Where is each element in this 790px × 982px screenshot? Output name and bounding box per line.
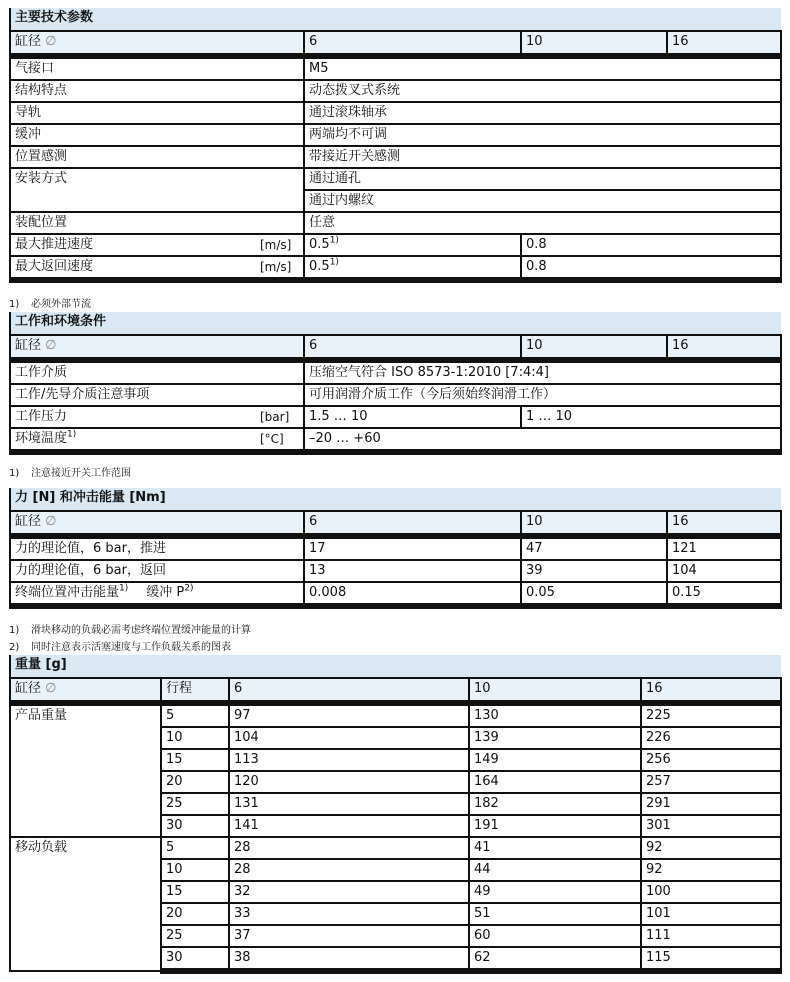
weight-cell — [229, 793, 469, 815]
row-label-text: 终端位置冲击能量 — [15, 585, 120, 600]
cell-text: 97 — [234, 708, 251, 723]
cell-text: 191 — [474, 818, 499, 833]
group-label — [10, 837, 161, 971]
bore-value: 10 — [526, 514, 543, 529]
value-text: 压缩空气符合 ISO 8573-1:2010 [7:4:4] — [309, 365, 549, 380]
weight-cell — [641, 749, 781, 771]
row-label — [10, 168, 256, 212]
unit-text: [bar] — [260, 410, 290, 424]
cell-text: 28 — [234, 862, 251, 877]
value-text: 39 — [526, 563, 543, 578]
unit-cell — [256, 124, 304, 146]
value-cell — [304, 102, 781, 124]
value-text: 通过内螺纹 — [309, 193, 375, 208]
cell-text: 225 — [646, 708, 671, 723]
weight-cell — [469, 771, 641, 793]
footnote-number: 1) — [9, 625, 20, 636]
unit-cell — [256, 80, 304, 102]
bore-value: 6 — [309, 338, 318, 353]
weight-cell — [641, 859, 781, 881]
unit-cell — [256, 212, 304, 234]
weight-cell — [641, 947, 781, 971]
footnote-text: 注意接近开关工作范围 — [31, 468, 131, 479]
footnote-text: 滑块移动的负载必需考虑终端位置缓冲能量的计算 — [31, 625, 251, 636]
bore-label: 缸径 — [15, 338, 42, 353]
stroke-cell — [161, 837, 229, 859]
cell-text: 5 — [166, 708, 175, 723]
table-title-text: 重量 [g] — [15, 657, 67, 672]
value-cell — [304, 234, 521, 256]
weight-cell — [641, 925, 781, 947]
cell-text: 10 — [166, 862, 183, 877]
weight-cell — [229, 947, 469, 971]
row-label-text: 结构特点 — [15, 83, 68, 98]
row-label — [10, 146, 256, 168]
bore-label: 缸径 — [15, 514, 42, 529]
weight-cell — [469, 859, 641, 881]
header-row — [10, 678, 781, 703]
table-row — [10, 582, 781, 606]
stroke-cell — [161, 903, 229, 925]
cell-text: 37 — [234, 928, 251, 943]
value-text: 1.5 … 10 — [309, 409, 368, 424]
cell-text: 28 — [234, 840, 251, 855]
bore-header-16 — [667, 31, 781, 56]
table1-table — [9, 8, 782, 283]
table-row — [10, 536, 781, 560]
value-cell — [304, 124, 781, 146]
weight-cell — [641, 703, 781, 727]
value-cell — [521, 406, 781, 428]
stroke-header — [161, 678, 229, 703]
cell-text: 104 — [234, 730, 259, 745]
cell-text: 62 — [474, 950, 491, 965]
footnote-number: 1) — [9, 468, 20, 479]
weight-cell — [641, 881, 781, 903]
cell-text: 182 — [474, 796, 499, 811]
row-label-text: 安装方式 — [15, 171, 68, 186]
bore-label-cell — [10, 31, 304, 56]
footnote-ref: 2) — [184, 583, 194, 594]
bore-label: 缸径 — [15, 34, 42, 49]
bore-header-6 — [304, 511, 521, 536]
cell-text: 10 — [166, 730, 183, 745]
row-label-text: 环境温度 — [15, 431, 68, 446]
bore-value: 10 — [474, 681, 491, 696]
row-label — [10, 256, 256, 280]
header-row — [10, 335, 781, 360]
bore-header-6 — [304, 31, 521, 56]
table-row — [10, 212, 781, 234]
cell-text: 257 — [646, 774, 671, 789]
unit-cell — [256, 536, 304, 560]
table-row — [10, 360, 781, 384]
cell-text: 20 — [166, 774, 183, 789]
unit-cell — [256, 360, 304, 384]
cell-text: 101 — [646, 906, 671, 921]
value-text: 通过滚珠轴承 — [309, 105, 388, 120]
value-text: 0.05 — [526, 585, 555, 600]
row-label-text: 工作/先导介质注意事项 — [15, 387, 150, 402]
value-cell — [667, 536, 781, 560]
footnote — [9, 295, 91, 310]
unit-text: [m/s] — [260, 238, 292, 252]
cell-text: 44 — [474, 862, 491, 877]
group-label — [10, 703, 161, 837]
value-cell — [304, 80, 781, 102]
unit-cell — [256, 234, 304, 256]
table-row — [10, 560, 781, 582]
table-row — [10, 703, 781, 727]
row-label-extra — [146, 585, 193, 600]
footnote-ref: 1) — [329, 257, 339, 268]
row-label — [10, 360, 256, 384]
value-cell — [304, 384, 781, 406]
value-cell — [304, 168, 781, 190]
stroke-cell — [161, 749, 229, 771]
cell-text: 49 — [474, 884, 491, 899]
cell-text: 32 — [234, 884, 251, 899]
row-label-text: 缓冲 — [15, 127, 42, 142]
row-label-extra-text: 缓冲 P — [146, 585, 185, 600]
value-cell — [304, 560, 521, 582]
weight-cell — [229, 881, 469, 903]
bore-header-10 — [521, 31, 667, 56]
stroke-cell — [161, 703, 229, 727]
footnote — [9, 464, 131, 479]
bore-header-16 — [641, 678, 781, 703]
bore-header-16 — [667, 335, 781, 360]
weight-cell — [229, 771, 469, 793]
value-cell — [304, 190, 781, 212]
footnote-number: 2) — [9, 642, 20, 653]
value-cell — [667, 560, 781, 582]
cell-text: 41 — [474, 840, 491, 855]
unit-text: [m/s] — [260, 260, 292, 274]
diameter-symbol: ∅ — [45, 338, 57, 353]
value-cell — [304, 212, 781, 234]
cell-text: 256 — [646, 752, 671, 767]
weight-cell — [229, 815, 469, 837]
unit-cell — [256, 560, 304, 582]
row-label — [10, 428, 256, 452]
bore-header-10 — [521, 335, 667, 360]
row-label — [10, 560, 256, 582]
value-cell — [304, 256, 521, 280]
unit-cell — [256, 384, 304, 406]
cell-text: 60 — [474, 928, 491, 943]
value-text: 13 — [309, 563, 326, 578]
stroke-cell — [161, 727, 229, 749]
value-text: 0.5 — [309, 259, 330, 274]
table-row — [10, 124, 781, 146]
cell-text: 113 — [234, 752, 259, 767]
cell-text: 149 — [474, 752, 499, 767]
table2-table — [9, 312, 782, 455]
footnote-ref: 1) — [67, 429, 77, 440]
table-title-row — [10, 8, 781, 31]
table-title-row — [10, 655, 781, 678]
stroke-cell — [161, 771, 229, 793]
cell-text: 92 — [646, 840, 663, 855]
row-label — [10, 212, 256, 234]
stroke-cell — [161, 925, 229, 947]
bore-value: 10 — [526, 34, 543, 49]
bore-header-10 — [469, 678, 641, 703]
bore-header-6 — [229, 678, 469, 703]
bore-label: 缸径 — [15, 681, 42, 696]
weight-cell — [229, 703, 469, 727]
bore-label-cell — [10, 678, 161, 703]
row-label — [10, 102, 256, 124]
value-text: 17 — [309, 541, 326, 556]
bore-label-cell — [10, 335, 304, 360]
bore-value: 16 — [672, 338, 689, 353]
row-label — [10, 56, 256, 80]
value-cell — [521, 234, 781, 256]
diameter-symbol: ∅ — [45, 514, 57, 529]
row-label-text: 导轨 — [15, 105, 42, 120]
stroke-cell — [161, 881, 229, 903]
row-label-text: 装配位置 — [15, 215, 68, 230]
weight-cell — [229, 925, 469, 947]
table-row — [10, 428, 781, 452]
row-label — [10, 384, 256, 406]
table-row — [10, 102, 781, 124]
table-row — [10, 56, 781, 80]
table-title-row — [10, 488, 781, 511]
value-cell — [521, 560, 667, 582]
table-row — [10, 168, 781, 190]
table-title — [10, 312, 781, 335]
value-text: 104 — [672, 563, 697, 578]
footnote-ref: 1) — [329, 235, 339, 246]
cell-text: 130 — [474, 708, 499, 723]
bore-value: 6 — [309, 34, 318, 49]
value-cell — [304, 582, 521, 606]
group-label-text: 产品重量 — [15, 708, 68, 723]
unit-cell — [256, 582, 304, 606]
weight-cell — [469, 749, 641, 771]
weight-cell — [229, 859, 469, 881]
cell-text: 30 — [166, 818, 183, 833]
table-title — [10, 488, 781, 511]
weight-cell — [469, 881, 641, 903]
weight-cell — [641, 903, 781, 925]
unit-cell — [256, 168, 304, 212]
cell-text: 100 — [646, 884, 671, 899]
row-label-text: 最大推进速度 — [15, 237, 94, 252]
footnote-text: 同时注意表示活塞速度与工作负载关系的图表 — [31, 642, 231, 653]
value-text: 1 … 10 — [526, 409, 573, 424]
bore-header-10 — [521, 511, 667, 536]
cell-text: 139 — [474, 730, 499, 745]
value-cell — [521, 536, 667, 560]
value-cell — [521, 582, 667, 606]
cell-text: 141 — [234, 818, 259, 833]
value-text: 0.8 — [526, 259, 547, 274]
table-row — [10, 256, 781, 280]
bore-value: 16 — [646, 681, 663, 696]
table-row — [10, 234, 781, 256]
table-title — [10, 655, 781, 678]
footnote-ref: 1) — [119, 583, 129, 594]
unit-cell — [256, 102, 304, 124]
value-text: 动态拨叉式系统 — [309, 83, 401, 98]
cell-text: 226 — [646, 730, 671, 745]
table-row — [10, 80, 781, 102]
value-text: 0.008 — [309, 585, 347, 600]
bore-value: 16 — [672, 34, 689, 49]
weight-cell — [469, 815, 641, 837]
table-title-row — [10, 312, 781, 335]
unit-cell — [256, 428, 304, 452]
cell-text: 131 — [234, 796, 259, 811]
cell-text: 301 — [646, 818, 671, 833]
footnote — [9, 638, 231, 653]
row-label-text: 力的理论值，6 bar，推进 — [15, 541, 166, 556]
value-text: 0.8 — [526, 237, 547, 252]
value-text: 任意 — [309, 215, 336, 230]
cell-text: 115 — [646, 950, 671, 965]
header-row — [10, 31, 781, 56]
weight-cell — [641, 793, 781, 815]
footnote-text: 必须外部节流 — [31, 299, 91, 310]
value-text: 121 — [672, 541, 697, 556]
value-text: M5 — [309, 61, 329, 76]
weight-cell — [229, 903, 469, 925]
cell-text: 30 — [166, 950, 183, 965]
weight-cell — [641, 727, 781, 749]
weight-cell — [469, 793, 641, 815]
value-cell — [304, 56, 781, 80]
row-label — [10, 124, 256, 146]
cell-text: 51 — [474, 906, 491, 921]
row-label — [10, 80, 256, 102]
weight-cell — [229, 749, 469, 771]
cell-text: 15 — [166, 752, 183, 767]
unit-cell — [256, 406, 304, 428]
weight-cell — [469, 727, 641, 749]
cell-text: 25 — [166, 928, 183, 943]
row-label — [10, 406, 256, 428]
unit-cell — [256, 56, 304, 80]
value-text: 可用润滑介质工作（今后须始终润滑工作） — [309, 387, 557, 402]
cell-text: 120 — [234, 774, 259, 789]
value-cell — [304, 146, 781, 168]
header-row — [10, 511, 781, 536]
row-label — [10, 234, 256, 256]
weight-table — [9, 655, 782, 974]
stroke-cell — [161, 815, 229, 837]
bore-header-16 — [667, 511, 781, 536]
stroke-cell — [161, 793, 229, 815]
value-text: 0.5 — [309, 237, 330, 252]
weight-cell — [229, 837, 469, 859]
weight-cell — [641, 771, 781, 793]
cell-text: 111 — [646, 928, 671, 943]
bore-label-cell — [10, 511, 304, 536]
row-label-text: 力的理论值，6 bar，返回 — [15, 563, 166, 578]
value-text: –20 … +60 — [309, 431, 381, 446]
value-cell — [521, 256, 781, 280]
value-cell — [304, 360, 781, 384]
cell-text: 5 — [166, 840, 175, 855]
value-cell — [667, 582, 781, 606]
unit-cell — [256, 146, 304, 168]
value-cell — [304, 536, 521, 560]
value-text: 两端均不可调 — [309, 127, 388, 142]
value-text: 带接近开关感测 — [309, 149, 401, 164]
row-label-text: 最大返回速度 — [15, 259, 94, 274]
bore-header-6 — [304, 335, 521, 360]
cell-text: 92 — [646, 862, 663, 877]
stroke-label: 行程 — [166, 681, 193, 696]
bore-value: 6 — [234, 681, 243, 696]
table-row — [10, 384, 781, 406]
table-title-text: 力 [N] 和冲击能量 [Nm] — [15, 490, 166, 505]
stroke-cell — [161, 859, 229, 881]
cell-text: 164 — [474, 774, 499, 789]
diameter-symbol: ∅ — [45, 681, 57, 696]
stroke-cell — [161, 947, 229, 971]
bore-value: 6 — [309, 514, 318, 529]
unit-text: [°C] — [260, 432, 284, 446]
value-cell — [304, 428, 781, 452]
footnote — [9, 621, 251, 636]
cell-text: 15 — [166, 884, 183, 899]
cell-text: 291 — [646, 796, 671, 811]
weight-cell — [469, 903, 641, 925]
row-label — [10, 582, 256, 606]
bore-value: 10 — [526, 338, 543, 353]
row-label-text: 位置感测 — [15, 149, 68, 164]
unit-cell — [256, 256, 304, 280]
value-text: 通过通孔 — [309, 171, 362, 186]
table-title — [10, 8, 781, 31]
value-text: 47 — [526, 541, 543, 556]
table-title-text: 工作和环境条件 — [15, 314, 107, 329]
cell-text: 20 — [166, 906, 183, 921]
row-label-text: 气接口 — [15, 61, 55, 76]
cell-text: 33 — [234, 906, 251, 921]
group-label-text: 移动负载 — [15, 840, 68, 855]
weight-cell — [469, 925, 641, 947]
weight-cell — [641, 815, 781, 837]
diameter-symbol: ∅ — [45, 34, 57, 49]
row-label-text: 工作压力 — [15, 409, 68, 424]
table-row — [10, 837, 781, 859]
footnote-number: 1) — [9, 299, 20, 310]
row-label — [10, 536, 256, 560]
cell-text: 38 — [234, 950, 251, 965]
table-title-text: 主要技术参数 — [15, 10, 94, 25]
cell-text: 25 — [166, 796, 183, 811]
table3-table — [9, 488, 782, 609]
row-label-text: 工作介质 — [15, 365, 68, 380]
value-text: 0.15 — [672, 585, 701, 600]
table-row — [10, 146, 781, 168]
weight-cell — [641, 837, 781, 859]
value-cell — [304, 406, 521, 428]
table-row — [10, 406, 781, 428]
bore-value: 16 — [672, 514, 689, 529]
weight-cell — [229, 727, 469, 749]
weight-cell — [469, 837, 641, 859]
weight-cell — [469, 703, 641, 727]
weight-cell — [469, 947, 641, 971]
